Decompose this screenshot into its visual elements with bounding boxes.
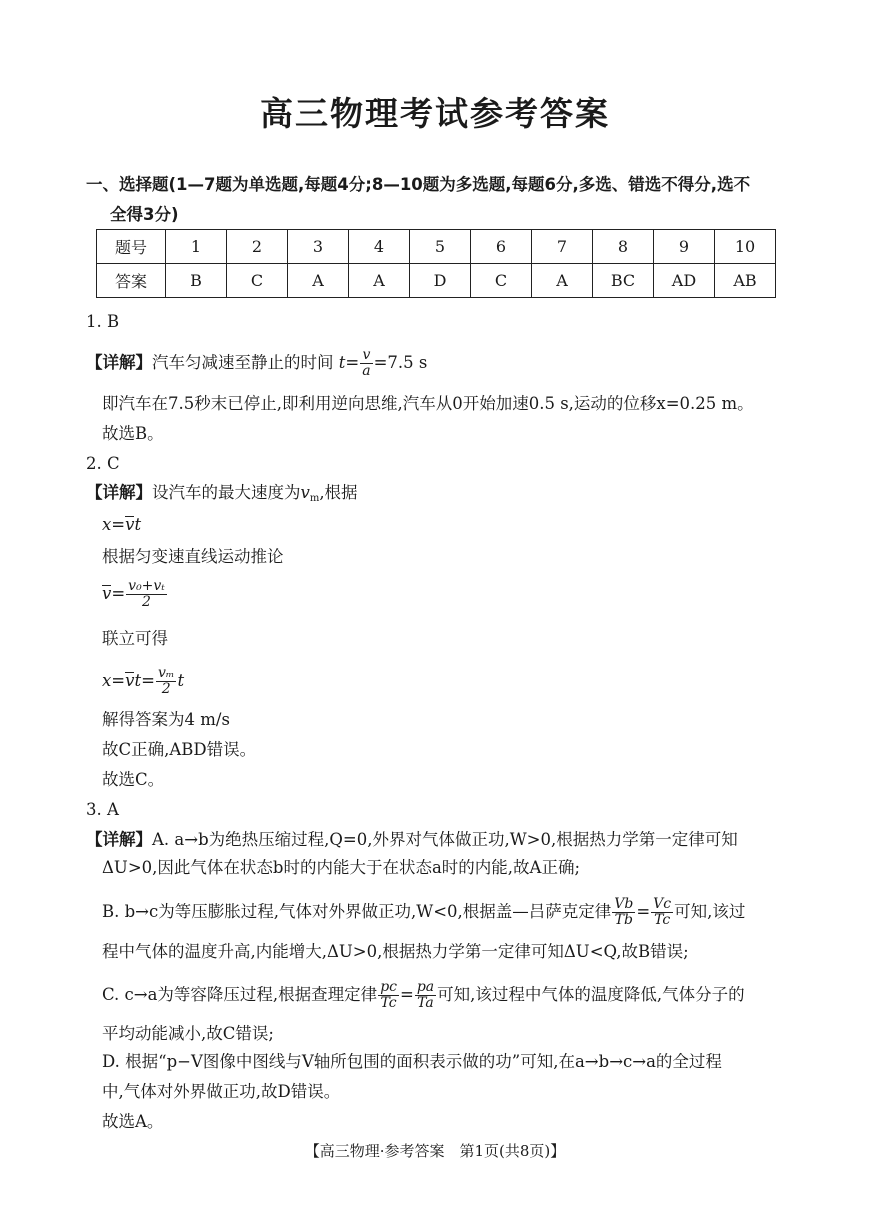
answer-table: [96, 229, 776, 298]
q3-option-d-line-2: 中,气体对外界做正功,故D错误。: [102, 1082, 341, 1101]
q1-frac-den: a: [362, 363, 371, 379]
answer-cell: A: [532, 264, 593, 298]
answer-cell: AB: [715, 264, 776, 298]
frac-num: Vb: [614, 896, 634, 912]
frac-den: Tc: [380, 995, 397, 1011]
q3-option-c-line-2: 平均动能减小,故C错误;: [102, 1024, 274, 1043]
q3-option-a-line-1: [86, 828, 738, 852]
eq-t: t=: [134, 671, 155, 690]
q2-line-5: 故C正确,ABD错误。: [102, 740, 257, 759]
q2-detail-line-1: [86, 481, 358, 511]
question-number: 2: [227, 230, 288, 264]
answer-cell: C: [227, 264, 288, 298]
q3-c-fraction-1: [378, 980, 399, 1011]
frac-den: 2: [142, 594, 151, 610]
q2-line-3: 联立可得: [102, 629, 168, 648]
frac-num: pa: [416, 979, 435, 995]
eq-equals: =: [400, 985, 414, 1004]
q2-line-6: 故选C。: [102, 770, 165, 789]
section-multiple-choice-heading: [86, 170, 806, 230]
detail-tag: 【详解】: [86, 483, 152, 502]
q1-var-t: t: [338, 353, 346, 372]
question-number: 5: [410, 230, 471, 264]
q1-line-3: 故选B。: [102, 424, 164, 443]
answer-cell: A: [288, 264, 349, 298]
q3-label: 3. A: [86, 800, 119, 819]
q3-option-c-line-1: [102, 980, 745, 1011]
page-footer: 【高三物理·参考答案 第1页(共8页)】: [304, 1142, 566, 1160]
question-number: 6: [471, 230, 532, 264]
answer-table-number-row: [97, 230, 776, 264]
q1-label: 1. B: [86, 312, 120, 331]
question-number: 9: [654, 230, 715, 264]
answer-row-header: 答案: [97, 264, 166, 298]
q3-b-tail: 可知,该过: [674, 902, 746, 921]
detail-tag: 【详解】: [86, 830, 152, 849]
q2-line-4: 解得答案为4 m/s: [102, 710, 230, 729]
frac-den: Tc: [654, 912, 671, 928]
eq-equals: =: [111, 584, 126, 603]
answer-cell: AD: [654, 264, 715, 298]
question-number: 3: [288, 230, 349, 264]
answer-table-answer-row: [97, 264, 776, 298]
eq-equals: =: [636, 902, 651, 921]
q2-text: 设汽车的最大速度为: [152, 483, 301, 502]
frac-num: pc: [380, 979, 397, 995]
q3-b-fraction-2: [651, 897, 673, 928]
q3-option-a-line-2: ΔU>0,因此气体在状态b时的内能大于在状态a时的内能,故A正确;: [102, 858, 581, 877]
q3-c-text: C. c→a为等容降压过程,根据查理定律: [102, 985, 378, 1004]
eq-left: x=: [102, 671, 126, 690]
q1-fraction: [360, 348, 372, 379]
question-number: 10: [715, 230, 776, 264]
q2-fraction-1: [126, 579, 167, 610]
q1-detail-line-1: [86, 348, 427, 379]
eq-v-bar: v: [102, 584, 112, 603]
question-number: 8: [593, 230, 654, 264]
frac-den: Tb: [614, 912, 633, 928]
q3-b-fraction-1: [612, 897, 635, 928]
frac-den: Ta: [417, 995, 434, 1011]
eq-t: t: [134, 515, 142, 534]
detail-tag: 【详解】: [86, 353, 152, 372]
q2-line-2: 根据匀变速直线运动推论: [102, 547, 284, 566]
eq-tail: t: [177, 671, 185, 690]
q2-equation-1: [102, 513, 141, 537]
q1-text: 汽车匀减速至静止的时间: [152, 353, 334, 372]
q1-value: =7.5 s: [373, 353, 428, 372]
q1-frac-num: v: [360, 348, 372, 364]
answer-cell: B: [166, 264, 227, 298]
q2-text-tail: ,根据: [319, 483, 358, 502]
answer-cell: A: [349, 264, 410, 298]
q1-eq: =: [345, 353, 360, 372]
question-number: 7: [532, 230, 593, 264]
q1-line-2: 即汽车在7.5秒末已停止,即利用逆向思维,汽车从0开始加速0.5 s,运动的位移x=0.25 m。: [102, 394, 754, 413]
q2-label: 2. C: [86, 454, 120, 473]
q2-fraction-2: [156, 666, 177, 697]
number-row-header: 题号: [97, 230, 166, 264]
q2-var-sub: m: [309, 493, 320, 504]
q2-equation-2: [102, 579, 168, 610]
frac-num: Vc: [653, 896, 672, 912]
q2-var-v: v: [300, 483, 310, 502]
q2-equation-3: [102, 666, 184, 697]
eq-left: x=: [102, 515, 126, 534]
answer-cell: BC: [593, 264, 654, 298]
q3-option-b-line-1: [102, 897, 745, 928]
frac-den: 2: [161, 681, 171, 697]
frac-num: v₀+vₜ: [128, 578, 165, 594]
q3-c-fraction-2: [415, 980, 436, 1011]
q3-option-b-line-2: 程中气体的温度升高,内能增大,ΔU>0,根据热力学第一定律可知ΔU<Q,故B错误;: [102, 942, 689, 961]
question-number: 1: [166, 230, 227, 264]
frac-num: vₘ: [157, 665, 175, 681]
q3-option-d-line-1: D. 根据“p−V图像中图线与V轴所包围的面积表示做的功”可知,在a→b→c→a的全过程: [102, 1052, 722, 1071]
question-number: 4: [349, 230, 410, 264]
answer-cell: D: [410, 264, 471, 298]
q3-conclusion: 故选A。: [102, 1112, 164, 1131]
q3-c-tail: 可知,该过程中气体的温度降低,气体分子的: [437, 985, 745, 1004]
eq-v-bar: v: [125, 515, 135, 534]
q3-a-text: A. a→b为绝热压缩过程,Q=0,外界对气体做正功,W>0,根据热力学第一定律可知: [152, 830, 738, 849]
page-title: 高三物理考试参考答案: [260, 94, 610, 133]
q3-b-text: B. b→c为等压膨胀过程,气体对外界做正功,W<0,根据盖—吕萨克定律: [102, 902, 612, 921]
section-heading-line-1: 一、选择题(1—7题为单选题,每题4分;8—10题为多选题,每题6分,多选、错选不得分,选不: [86, 175, 751, 194]
answer-cell: C: [471, 264, 532, 298]
section-heading-line-2: 全得3分): [110, 205, 179, 224]
eq-v-bar: v: [125, 671, 135, 690]
